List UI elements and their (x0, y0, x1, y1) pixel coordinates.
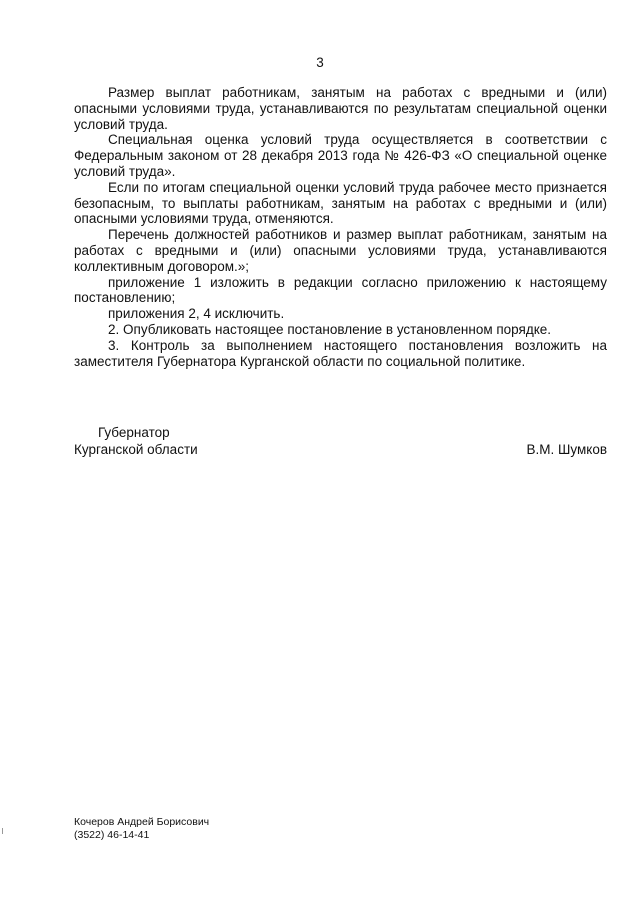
paragraph: приложение 1 изложить в редакции согласно приложению к настоящему постановлению; (74, 274, 607, 306)
signatory-title-line1: Губернатор (98, 425, 170, 440)
executor-phone: (3522) 46-14-41 (74, 829, 150, 841)
paragraph: Размер выплат работникам, занятым на работах с вредными и (или) опасными условиями труда, устанавливаются по результатам специальной оценки условий труда. (74, 85, 607, 132)
signature-row (74, 441, 607, 458)
executor-name: Кочеров Андрей Борисович (74, 816, 210, 828)
page-number: 3 (316, 55, 324, 70)
paragraph: 2. Опубликовать настоящее постановление в установленном порядке. (108, 321, 552, 337)
paragraph: 3. Контроль за выполнением настоящего постановления возложить на заместителя Губернатора Курганской области по социальной политике. (74, 337, 607, 369)
paragraph: Специальная оценка условий труда осуществляется в соответствии с Федеральным законом от 28 декабря 2013 года № 426-ФЗ «О специальной оценке условий труда». (74, 132, 607, 179)
signatory-title-line2: Курганской области (74, 442, 198, 457)
executor-info (74, 816, 209, 842)
paragraph: Перечень должностей работников и размер выплат работникам, занятым на работах с вредными и (или) опасными условиями труда, устанавливаются коллективным договором.»; (74, 227, 607, 274)
signatory-name: В.М. Шумков (526, 442, 607, 457)
signature-block (74, 424, 607, 458)
scan-edge-mark (2, 828, 3, 834)
document-body (74, 85, 607, 369)
paragraph: приложения 2, 4 исключить. (108, 306, 285, 322)
paragraph: Если по итогам специальной оценки условий труда рабочее место признается безопасным, то выплаты работникам, занятым на работах с вредными и (или) опасными условиями труда, отменяются. (74, 179, 607, 227)
